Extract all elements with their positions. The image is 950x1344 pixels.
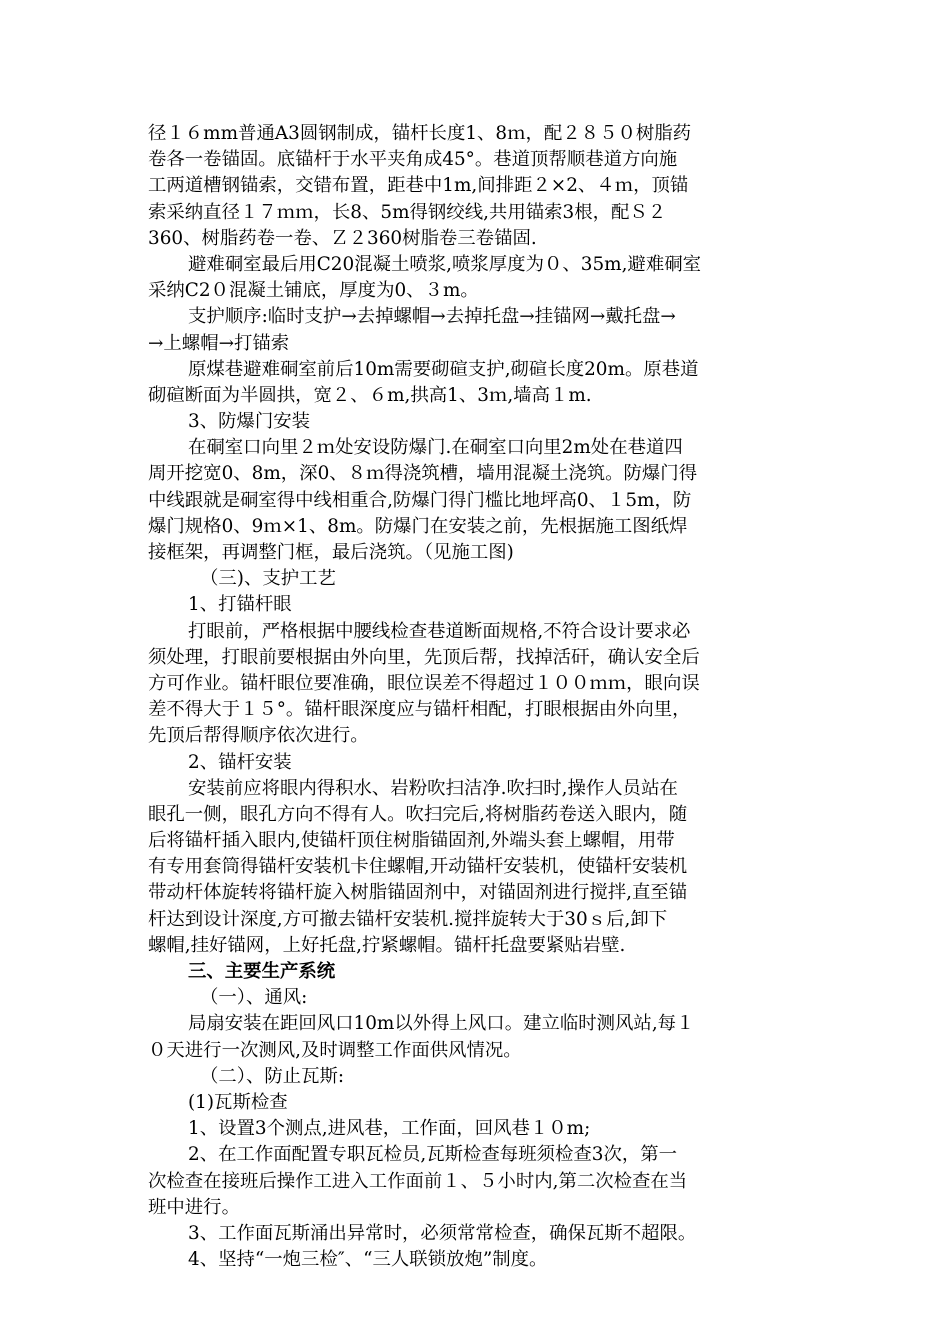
text-line: 周开挖宽0、8m，深0、８ｍ得浇筑槽，墙用混凝土浇筑。防爆门得 (148, 463, 698, 485)
text-line: 索采纳直径１７ｍｍ，长8、5m得钢绞线,共用锚索3根，配Ｓ２ (148, 201, 667, 223)
text-line: 眼孔一侧，眼孔方向不得有人。吹扫完后,将树脂药卷送入眼内，随 (148, 803, 688, 825)
text-line: 差不得大于１５°。锚杆眼深度应与锚杆相配，打眼根据由外向里， (148, 699, 691, 721)
text-line: 1、打锚杆眼 (188, 594, 292, 616)
text-line: 1、设置3个测点,进风巷，工作面，回风巷１０m; (188, 1118, 591, 1140)
text-line: 3、防爆门安装 (188, 411, 311, 433)
text-line: （三)、支护工艺 (200, 568, 336, 590)
text-line: （一）、通风: (200, 987, 308, 1009)
text-line: 带动杆体旋转将锚杆旋入树脂锚固剂中，对锚固剂进行搅拌,直至锚 (148, 882, 688, 904)
text-line: ０天进行一次测风,及时调整工作面供风情况。 (148, 1039, 522, 1061)
text-line: 4、坚持“一炮三检″、“三人联锁放炮”制度。 (188, 1249, 548, 1271)
text-line: 原煤巷避难硐室前后10m需要砌碹支护,砌碹长度20m。原巷道 (188, 358, 699, 380)
text-line: 2、锚杆安装 (188, 751, 292, 773)
section-heading: 三、主要生产系统 (188, 961, 336, 982)
text-line: 螺帽,挂好锚网，上好托盘,拧紧螺帽。锚杆托盘要紧贴岩壁. (148, 934, 626, 956)
text-line: 须处理，打眼前要根据由外向里，先顶后帮，找掉活矸，确认安全后 (148, 646, 700, 668)
text-line: 方可作业。锚杆眼位要准确，眼位误差不得超过１００ｍｍ，眼向误 (148, 672, 700, 694)
text-line: 360、树脂药卷一卷、Ｚ２360树脂卷三卷锚固. (148, 227, 537, 249)
text-line: →上螺帽→打锚索 (148, 332, 290, 354)
text-line: 支护顺序:临时支护→去掉螺帽→去掉托盘→挂锚网→戴托盘→ (188, 306, 676, 328)
text-line: 卷各一卷锚固。底锚杆于水平夹角成45°。巷道顶帮顺巷道方向施 (148, 149, 678, 171)
text-line: 2、在工作面配置专职瓦检员,瓦斯检查每班须检查3次，第一 (188, 1144, 678, 1166)
text-line: 3、工作面瓦斯涌出异常时，必须常常检查，确保瓦斯不超限。 (188, 1222, 697, 1244)
text-line: 班中进行。 (148, 1196, 240, 1218)
text-line: 砌碹断面为半圆拱，宽２、６m,拱高1、3ｍ,墙高１m. (148, 384, 592, 406)
text-line: 在硐室口向里２ｍ处安设防爆门.在硐室口向里2m处在巷道四 (188, 437, 683, 459)
text-line: 避难硐室最后用C20混凝土喷浆,喷浆厚度为０、35m,避难硐室 (188, 253, 701, 275)
text-line: 爆门规格0、9ｍ×1、8m。防爆门在安装之前，先根据施工图纸焊 (148, 515, 688, 537)
text-line: 局扇安装在距回风口10m以外得上风口。建立临时测风站,每１ (188, 1013, 695, 1035)
text-line: 次检查在接班后操作工进入工作面前１、５小时内,第二次检查在当 (148, 1170, 688, 1192)
text-line: （二）、防止瓦斯: (200, 1065, 345, 1087)
text-line: 安装前应将眼内得积水、岩粉吹扫洁净.吹扫时,操作人员站在 (188, 777, 678, 799)
text-line: 有专用套筒得锚杆安装机卡住螺帽,开动锚杆安装机，使锚杆安装机 (148, 856, 688, 878)
document-body (148, 121, 806, 1273)
text-line: 工两道槽钢锚索，交错布置，距巷中1m,间排距２×2、４ｍ，顶锚 (148, 175, 689, 197)
text-line: (1)瓦斯检查 (188, 1091, 288, 1113)
text-line: 中线跟就是硐室得中线相重合,防爆门得门槛比地坪高0、１5m，防 (148, 489, 692, 511)
text-line: 后将锚杆插入眼内,使锚杆顶住树脂锚固剂,外端头套上螺帽，用带 (148, 830, 675, 852)
text-line: 采纳C2０混凝土铺底，厚度为0、３m。 (148, 280, 479, 302)
text-line: 径１６mm普通A3圆钢制成，锚杆长度1、8ｍ，配２８５０树脂药 (148, 123, 692, 144)
text-line: 接框架，再调整门框，最后浇筑。（见施工图) (148, 542, 514, 563)
text-line: 先顶后帮得顺序依次进行。 (148, 725, 369, 747)
text-line: 打眼前，严格根据中腰线检查巷道断面规格,不符合设计要求必 (188, 620, 691, 642)
text-line: 杆达到设计深度,方可撤去锚杆安装机.搅拌旋转大于30ｓ后,卸下 (148, 908, 668, 930)
